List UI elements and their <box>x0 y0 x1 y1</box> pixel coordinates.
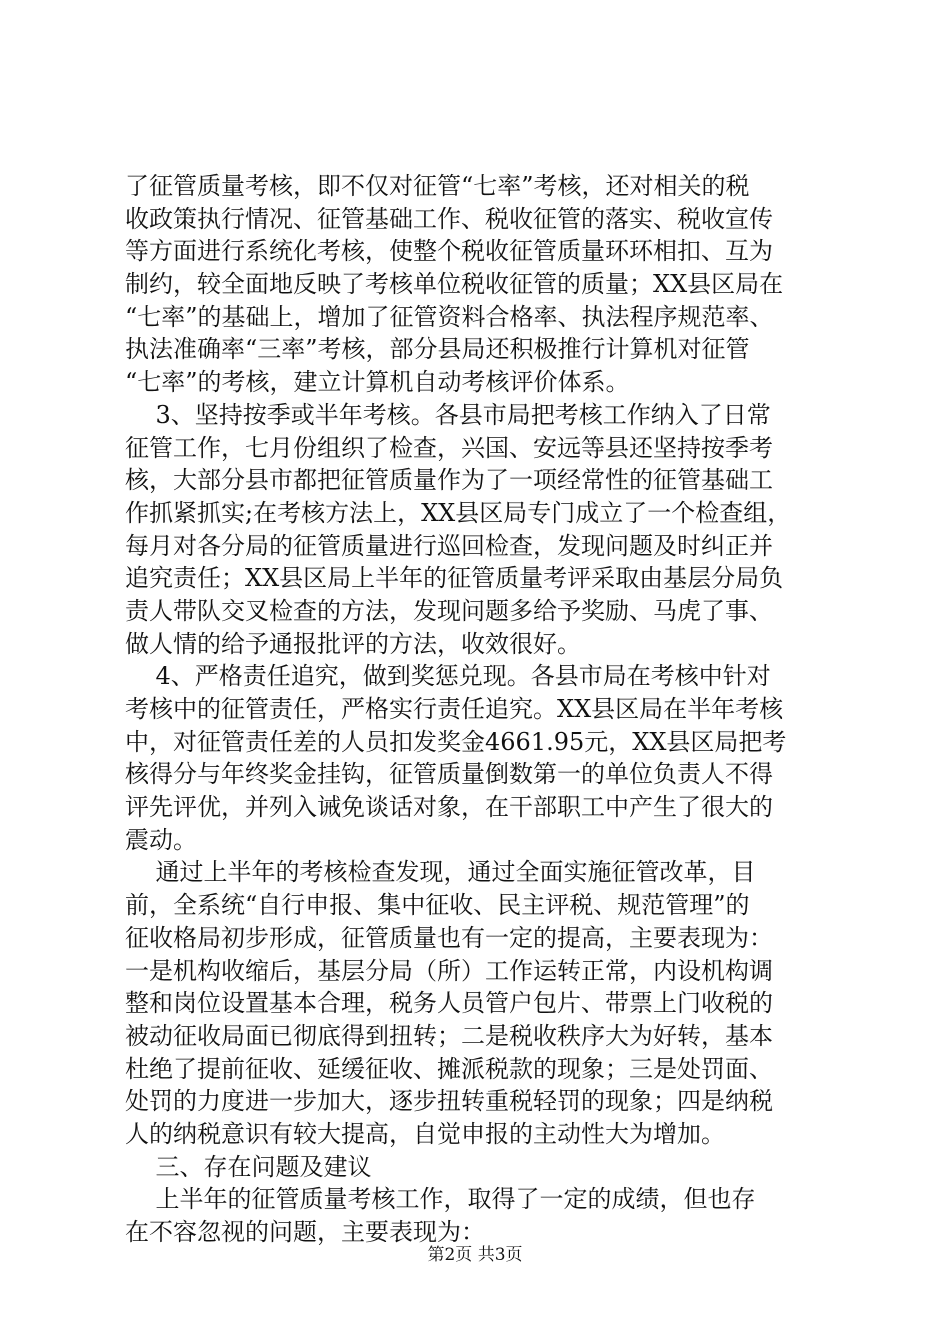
text-line: 通过上半年的考核检查发现，通过全面实施征管改革，目 <box>125 858 756 887</box>
text-line: 上半年的征管质量考核工作，取得了一定的成绩，但也存 <box>125 1185 756 1214</box>
text-line: 杜绝了提前征收、延缓征收、摊派税款的现象；三是处罚面、 <box>125 1054 773 1083</box>
text-line: 在不容忽视的问题，主要表现为： <box>125 1218 485 1246</box>
text-line: 收政策执行情况、征管基础工作、税收征管的落实、税收宣传 <box>125 204 773 233</box>
text-line: 了征管质量考核，即不仅对征管“七率”考核，还对相关的税 <box>125 172 750 200</box>
text-line: 责人带队交叉检查的方法，发现问题多给予奖励、马虎了事、 <box>125 596 773 625</box>
text-line: 核得分与年终奖金挂钩，征管质量倒数第一的单位负责人不得 <box>125 760 773 789</box>
text-line: 核，大部分县市都把征管质量作为了一项经常性的征管基础工 <box>125 466 773 495</box>
text-line: 震动。 <box>125 825 197 854</box>
text-line: 每月对各分局的征管质量进行巡回检查，发现问题及时纠正并 <box>125 531 773 560</box>
text-line: 4、严格责任追究，做到奖惩兑现。各县市局在考核中针对 <box>125 662 771 691</box>
text-line: 一是机构收缩后，基层分局（所）工作运转正常，内设机构调 <box>125 956 773 985</box>
text-line: 整和岗位设置基本合理，税务人员管户包片、带票上门收税的 <box>125 989 773 1018</box>
text-line: 中，对征管责任差的人员扣发奖金4661.95元，XX县区局把考 <box>125 727 787 756</box>
text-line: 征管工作，七月份组织了检查，兴国、安远等县还坚持按季考 <box>125 433 773 462</box>
text-line: 追究责任；XX县区局上半年的征管质量考评采取由基层分局负 <box>125 564 784 593</box>
text-line: 被动征收局面已彻底得到扭转；二是税收秩序大为好转，基本 <box>125 1021 773 1050</box>
text-line: 做人情的给予通报批评的方法，收效很好。 <box>125 629 581 658</box>
text-line: 等方面进行系统化考核，使整个税收征管质量环环相扣、互为 <box>125 237 773 266</box>
page-number-footer: 第2页 共3页 <box>427 1245 523 1265</box>
text-line: 处罚的力度进一步加大，逐步扭转重税轻罚的现象；四是纳税 <box>125 1087 773 1116</box>
text-line: 作抓紧抓实;在考核方法上，XX县区局专门成立了一个检查组， <box>125 498 792 527</box>
text-line: 考核中的征管责任，严格实行责任追究。XX县区局在半年考核 <box>125 695 784 723</box>
section-heading: 三、存在问题及建议 <box>125 1152 372 1181</box>
text-line: 评先评优，并列入诫免谈话对象，在干部职工中产生了很大的 <box>125 793 773 822</box>
text-line: 制约，较全面地反映了考核单位税收征管的质量；XX县区局在 <box>125 270 784 299</box>
text-line: “七率”的考核，建立计算机自动考核评价体系。 <box>125 368 630 397</box>
text-line: 征收格局初步形成，征管质量也有一定的提高，主要表现为： <box>125 923 773 952</box>
text-line: “七率”的基础上，增加了征管资料合格率、执法程序规范率、 <box>125 302 774 331</box>
text-line: 人的纳税意识有较大提高，自觉申报的主动性大为增加。 <box>125 1119 725 1148</box>
text-line: 3、坚持按季或半年考核。各县市局把考核工作纳入了日常 <box>125 400 771 429</box>
text-line: 前，全系统“自行申报、集中征收、民主评税、规范管理”的 <box>125 891 750 920</box>
document-body <box>125 170 845 1249</box>
text-line: 执法准确率“三率”考核，部分县局还积极推行计算机对征管 <box>125 335 750 364</box>
